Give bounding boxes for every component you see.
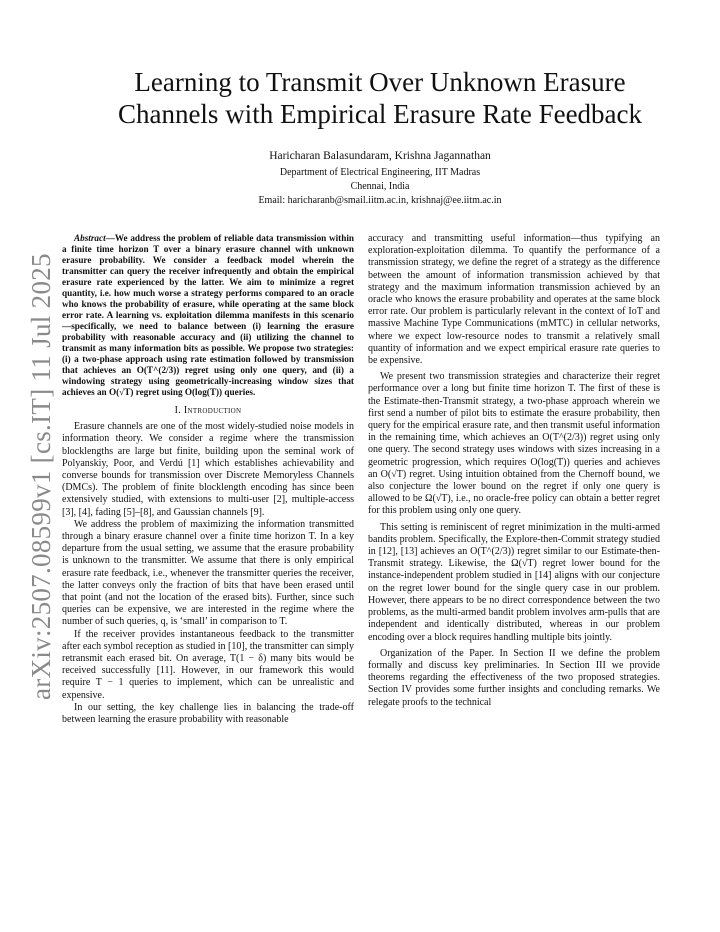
intro-paragraph: Erasure channels are one of the most widely-studied noise models in information theory. We consider a regime where the transmission blocklengths are large but finite, building upon the seminal work of Polyanskiy, Poor, and Verdú [1] which establishes achievability and converse bounds for transmission over Discrete Memoryless Channels (DMCs). The problem of finite blocklength encoding has since been extensively studied, with extensions to multi-user [2], multiple-access [3], [4], fading [5]–[8], and Gaussian channels [9]. [62, 421, 354, 518]
paper-title [60, 66, 700, 130]
affiliation-city: Chennai, India [350, 181, 410, 192]
left-column [62, 233, 354, 726]
arxiv-identifier: arXiv:2507.08599v1 [cs.IT] 11 Jul 2025 [26, 253, 56, 700]
intro-paragraph: We address the problem of maximizing the information transmitted through a binary erasure channel over a finite time horizon T. In a key departure from the usual setting, we assume that the erasure probability is unknown to the transmitter. We assume that there is only empirical erasure rate feedback, i.e., whenever the transmitter queries the receiver, the latter conveys only the fraction of bits that have been erased until that point (and not the location of the erased bits). Further, since such queries can be expensive, we are interested in the regime where the number of such queries, q, is ‘small’ in comparison to T. [62, 518, 354, 628]
body-paragraph: We present two transmission strategies and characterize their regret performance over a long but finite time horizon T. The first of these is the Estimate-then-Transmit strategy, a two-phase approach wherein we first send a number of pilot bits to estimate the erasure probability, then query for the empirical erasure rate, and then transmit useful information in the remaining time, which achieves an O(T^(2/3)) regret using only one query. The second strategy uses windows with sizes increasing in a geometric progression, which requires O(log(T)) queries and achieves an O(√T) regret. Using intuition obtained from the Chernoff bound, we also conjecture the lower bound on the regret if only one query is allowed to be Ω(√T), i.e., no oracle-free policy can obtain a better regret for this problem using only one query. [368, 371, 660, 517]
paper-title-line1: Learning to Transmit Over Unknown Erasure [134, 67, 626, 97]
author-list: Haricharan Balasundaram, Krishna Jagannathan [269, 150, 491, 162]
section-heading-introduction: I. Introduction [174, 405, 242, 416]
abstract [62, 233, 354, 398]
intro-paragraph: If the receiver provides instantaneous feedback to the transmitter after each symbol reception as studied in [10], the transmitter can simply retransmit each erased bit. On average, T(1 − δ) many bits would be received successfully [11]. However, in our framework this would require T − 1 queries to implement, which can be unrealistic and expensive. [62, 628, 354, 701]
organization-paragraph: Organization of the Paper. In Section II we define the problem formally and discuss key preliminaries. In Section III we provide theorems regarding the effectiveness of the two proposed strategies. Section IV provides some further insights and concluding remarks. We relegate proofs to the technical [368, 647, 660, 708]
abstract-lead: Abstract [74, 233, 106, 243]
arxiv-sidebar [4, 60, 56, 700]
abstract-text: —We address the problem of reliable data transmission within a finite time horizon T over a binary erasure channel with unknown erasure probability. We consider a feedback model wherein the transmitter can query the receiver infrequently and obtain the empirical erasure rate experienced by the latter. We aim to minimize a regret quantity, i.e. how much worse a strategy performs compared to an oracle who knows the probability of erasure, while operating at the same block error rate. A learning vs. exploitation dilemma manifests in this scenario—specifically, we need to balance between (i) learning the erasure probability with reasonable accuracy and (ii) utilizing the channel to transmit as many information bits as possible. We propose two strategies: (i) a two-phase approach using rate estimation followed by transmission that achieves an O(T^(2/3)) regret using only one query, and (ii) a windowing strategy using geometrically-increasing window sizes that achieves an O(√T) regret using O(log(T)) queries. [62, 233, 354, 397]
body-paragraph: This setting is reminiscent of regret minimization in the multi-armed bandits problem. Specifically, the Explore-then-Commit strategy studied in [12], [13] achieves an O(T^(2/3)) regret similar to our Estimate-then-Transmit strategy. Likewise, the Ω(√T) regret lower bound for the instance-independent problem studied in [14] aligns with our conjecture on the regret lower bound for the single query case in our problem. However, there appears to be no direct correspondence between the two problems, as the multi-armed bandit problem involves arm-pulls that are independent and identically distributed, whereas in our problem encoding over a block requires handling multiple bits jointly. [368, 521, 660, 643]
right-column [368, 233, 660, 709]
paper-title-line2: Channels with Empirical Erasure Rate Feedback [117, 99, 643, 129]
intro-paragraph: In our setting, the key challenge lies in balancing the trade-off between learning the erasure probability with reasonable [62, 701, 354, 726]
affiliation-email: Email: haricharanb@smail.iitm.ac.in, krishnaj@ee.iitm.ac.in [258, 195, 502, 206]
affiliation-department: Department of Electrical Engineering, IIT Madras [279, 167, 481, 178]
body-paragraph: accuracy and transmitting useful information—thus typifying an exploration-exploitation dilemma. To quantify the performance of a transmission strategy, we define the regret of a strategy as the difference between the amount of information transmission achieved by that strategy and the maximum information transmission achieved by an oracle who knows the erasure probability and operates at the same block error rate. Our problem is particularly relevant in the context of IoT and massive Machine Type Communications (mMTC) in cellular networks, where we expect low-resource nodes to transmit a relatively small quantity of information and we expect empirical erasure rate queries to be expensive. [368, 233, 660, 367]
